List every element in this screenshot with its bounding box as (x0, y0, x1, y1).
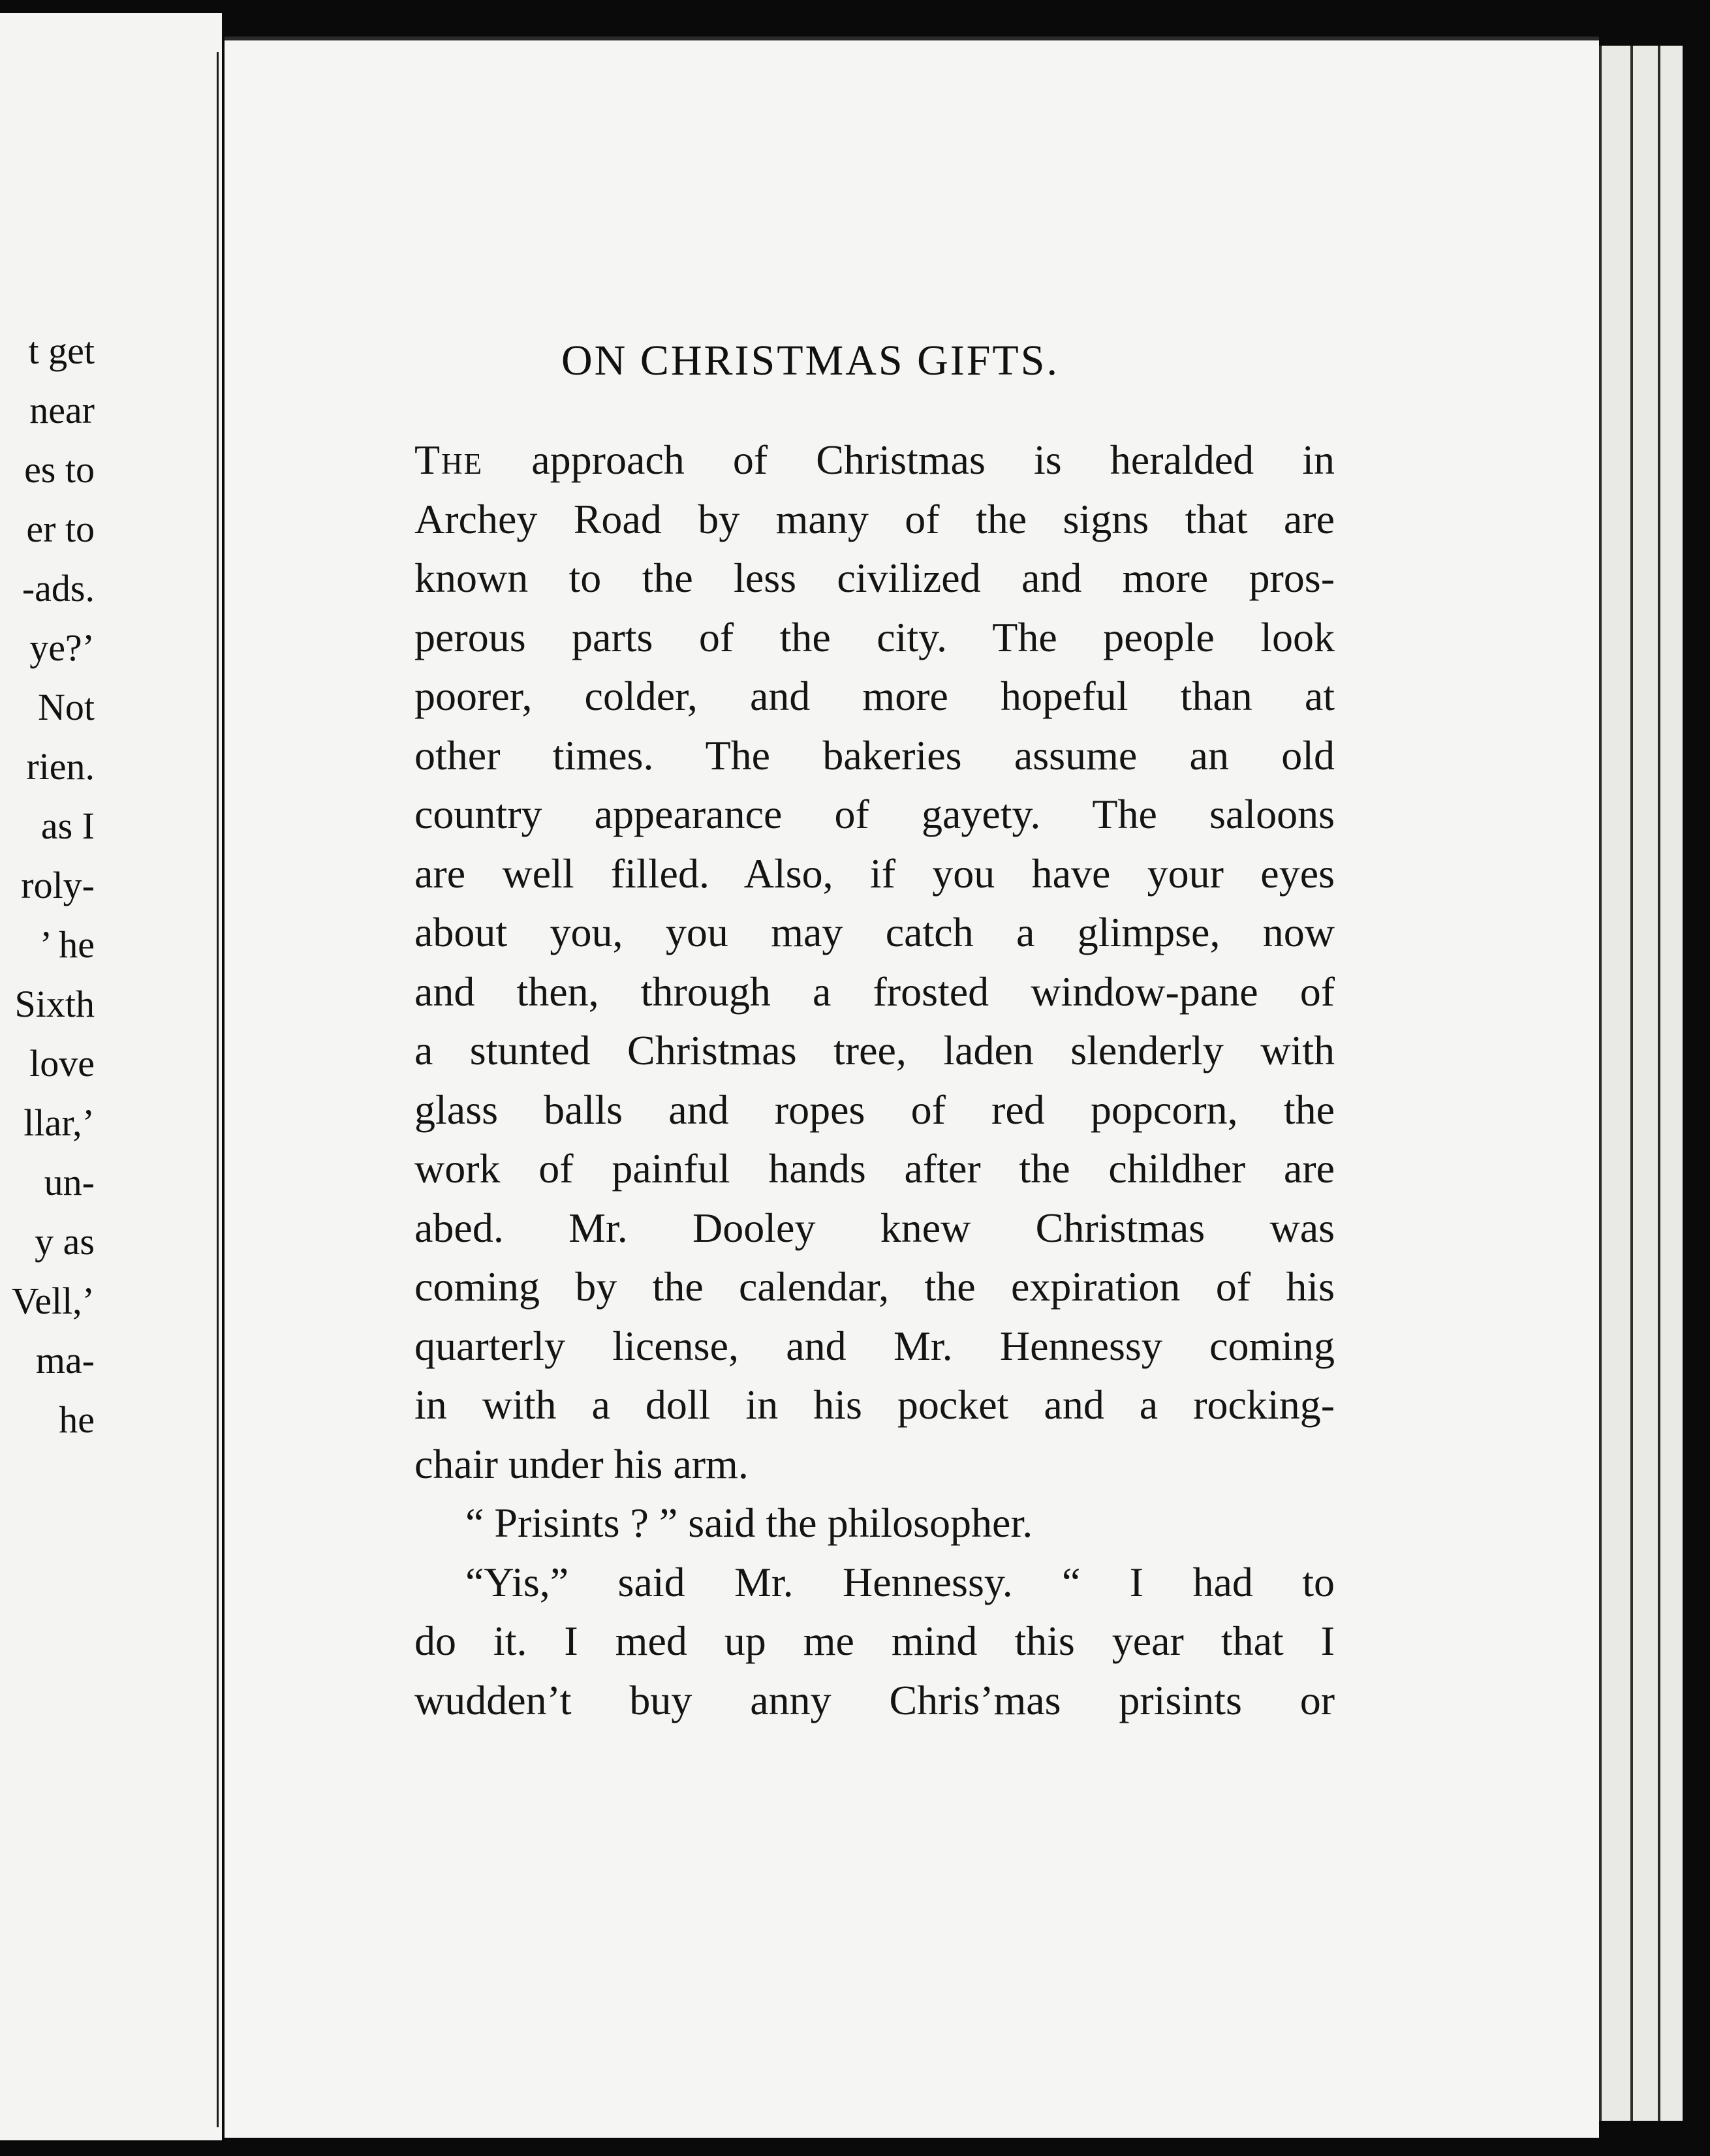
left-line: t get (28, 330, 95, 372)
left-line: ’ he (39, 923, 95, 966)
chapter-heading: ON CHRISTMAS GIFTS. (561, 337, 1059, 384)
left-line: -ads. (22, 567, 95, 609)
left-line: y as (35, 1220, 95, 1263)
page-edges (1599, 46, 1710, 2121)
body-line: quarterly license, and Mr. Hennessy coming (414, 1322, 1335, 1369)
left-line: ye?’ (29, 626, 95, 669)
page-edge (1599, 46, 1630, 2121)
body-line: “ Prisints ? ” said the philosopher. (465, 1500, 1033, 1546)
body-line: “Yis,” said Mr. Hennessy. “ I had to (465, 1558, 1335, 1605)
body-line: country appearance of gayety. The saloons (414, 791, 1335, 837)
body-line: known to the less civilized and more pros- (414, 555, 1335, 601)
left-line: rien. (26, 745, 95, 788)
left-line: ma- (35, 1339, 95, 1381)
left-line: un- (44, 1161, 95, 1203)
body-line: chair under his arm. (414, 1440, 749, 1487)
left-line: near (29, 389, 95, 431)
left-page-text (0, 321, 222, 1449)
body-line: glass balls and ropes of red popcorn, the (414, 1086, 1335, 1133)
body-line-text: approach of Christmas is heralded in (531, 437, 1335, 483)
body-line: about you, you may catch a glimpse, now (414, 909, 1335, 955)
left-line: he (59, 1398, 95, 1441)
body-line: do it. I med up me mind this year that I (414, 1618, 1335, 1664)
left-page (0, 13, 222, 2140)
page-edge (1658, 46, 1683, 2121)
body-line: Archey Road by many of the signs that are (414, 495, 1335, 542)
left-line: love (29, 1042, 95, 1085)
page-edge (1630, 46, 1658, 2121)
gutter-line (217, 52, 219, 2127)
body-line: other times. The bakeries assume an old (414, 732, 1335, 778)
body-line: abed. Mr. Dooley knew Christmas was (414, 1204, 1335, 1251)
body-line: work of painful hands after the childher are (414, 1145, 1335, 1192)
left-line: llar,’ (23, 1101, 95, 1144)
left-line: Vell,’ (11, 1280, 95, 1322)
body-line: and then, through a frosted window-pane of (414, 968, 1335, 1015)
body-line: a stunted Christmas tree, laden slenderly with (414, 1027, 1335, 1073)
left-line: Sixth (14, 983, 95, 1025)
left-line: Not (38, 686, 95, 728)
body-line: wudden’t buy anny Chris’mas prisints or (414, 1676, 1335, 1723)
body-line: perous parts of the city. The people look (414, 613, 1335, 660)
body-line: poorer, colder, and more hopeful than at (414, 673, 1335, 719)
left-line: as I (40, 805, 95, 847)
left-line: er to (26, 508, 95, 550)
body-line: are well filled. Also, if you have your eyes (414, 850, 1335, 897)
left-line: es to (24, 448, 95, 491)
left-line: roly- (21, 864, 95, 906)
body-line: coming by the calendar, the expiration of his (414, 1263, 1335, 1310)
body-line (414, 431, 1335, 490)
drop-word: The (414, 437, 484, 483)
body-text (414, 431, 1335, 1730)
body-line: in with a doll in his pocket and a rocking- (414, 1381, 1335, 1428)
